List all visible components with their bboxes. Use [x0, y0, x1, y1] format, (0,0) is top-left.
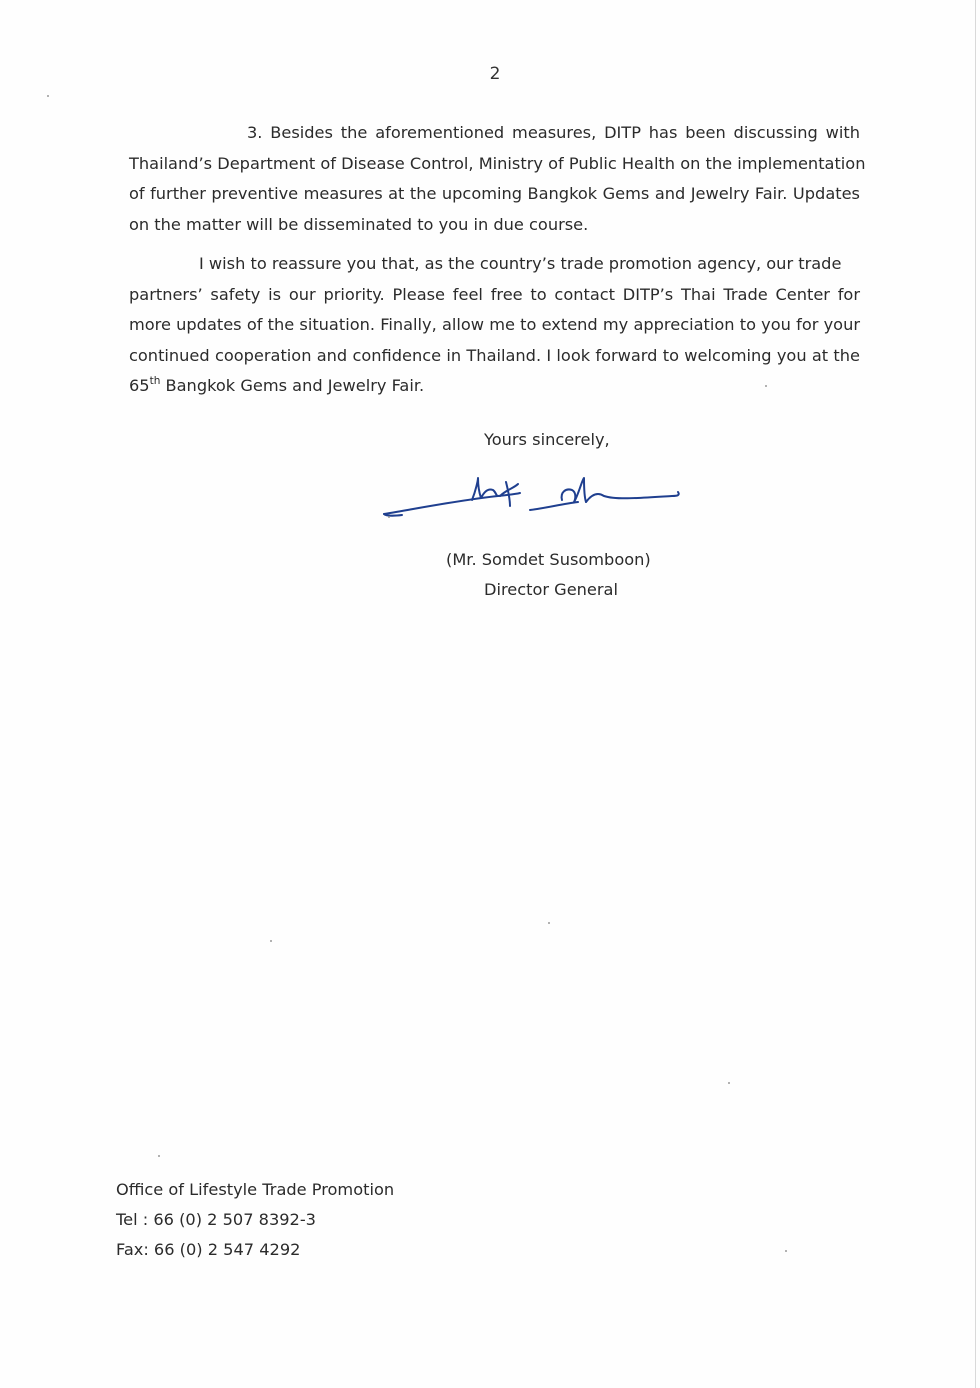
page-edge-line: [975, 0, 976, 1388]
signer-title: Director General: [484, 580, 618, 599]
telephone-number: Tel : 66 (0) 2 507 8392-3: [116, 1210, 316, 1229]
fax-number: Fax: 66 (0) 2 547 4292: [116, 1240, 301, 1259]
paragraph-reassurance: [129, 249, 860, 402]
contact-footer: [116, 1175, 394, 1265]
scan-speck: [47, 95, 49, 97]
signature-stroke: [586, 492, 679, 502]
scan-speck: [548, 922, 550, 924]
scan-speck: [158, 1155, 160, 1157]
paragraph-line: I wish to reassure you that, as the country’s trade promotion agency, our trade: [199, 254, 842, 273]
office-name: Office of Lifestyle Trade Promotion: [116, 1180, 395, 1199]
signature-stroke: [562, 478, 586, 502]
paragraph-line: Thailand’s Department of Disease Control, Ministry of Public Health on the implementation: [129, 153, 866, 173]
fair-name-text: Bangkok Gems and Jewelry Fair.: [160, 376, 425, 395]
scan-speck: [728, 1082, 730, 1084]
scan-speck: [785, 1250, 787, 1252]
page-number: 2: [489, 64, 501, 84]
scan-speck: [270, 940, 272, 942]
closing-salutation: Yours sincerely,: [484, 430, 610, 449]
paragraph-line: of further preventive measures at the upcoming Bangkok Gems and Jewelry Fair. Updates: [129, 184, 860, 203]
scan-speck: [388, 516, 390, 518]
signature-stroke: [506, 482, 510, 506]
paragraph-line-final: [129, 371, 860, 402]
signature-stroke: [530, 502, 578, 510]
paragraph-line: continued cooperation and confidence in Thailand. I look forward to welcoming you at the: [129, 345, 860, 365]
paragraph-line: more updates of the situation. Finally, allow me to extend my appreciation to you for your: [129, 315, 860, 334]
fair-edition-number: 65: [129, 376, 150, 395]
scan-speck: [765, 385, 767, 387]
paragraph-line: partners’ safety is our priority. Please feel free to contact DITP’s Thai Trade Center for: [129, 284, 860, 304]
signature-image: [380, 470, 690, 530]
paragraph-line: 3. Besides the aforementioned measures, DITP has been discussing with: [247, 123, 860, 142]
paragraph-line: on the matter will be disseminated to you in due course.: [129, 214, 589, 234]
signer-name: (Mr. Somdet Susomboon): [446, 550, 651, 569]
ordinal-suffix: th: [149, 375, 161, 387]
paragraph-measures: [129, 118, 866, 240]
